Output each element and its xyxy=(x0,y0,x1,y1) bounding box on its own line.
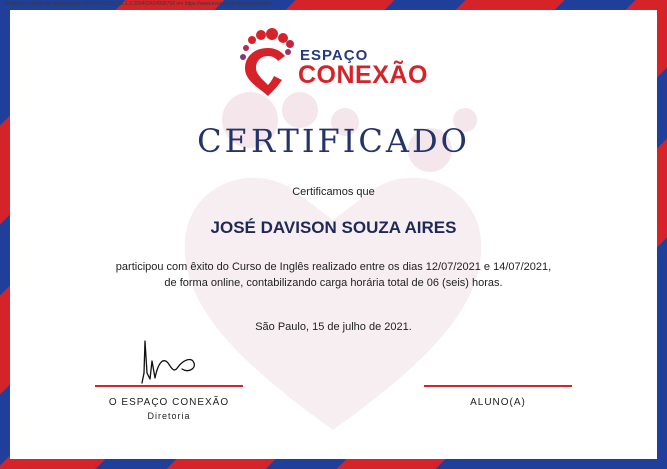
certificate-title: CERTIFICADO xyxy=(197,122,470,160)
body-line-1: participou com êxito do Curso de Inglês realizado entre os dias 12/07/2021 e 14/07/2021, xyxy=(115,261,552,273)
logo-word-conexao: CONEXÃO xyxy=(298,61,428,89)
signer-role-left: Diretoria xyxy=(147,411,191,421)
verification-note: Verifique o código de autenticidade 6617043.8906793.1.0.390403424998768 em https://www.even3.com.br/documentos xyxy=(4,1,271,7)
issue-date: São Paulo, 15 de julho de 2021. xyxy=(255,321,412,333)
logo-mark-icon xyxy=(240,28,294,96)
body-line-2: de forma online, contabilizando carga horária total de 06 (seis) horas. xyxy=(164,277,503,289)
signature-line-left xyxy=(95,385,243,387)
signer-name-right: ALUNO(A) xyxy=(470,397,526,408)
director-signature xyxy=(130,333,210,385)
recipient-name: JOSÉ DAVISON SOUZA AIRES xyxy=(210,218,457,237)
signature-line-right xyxy=(424,385,572,387)
signer-name-left: O ESPAÇO CONEXÃO xyxy=(108,397,230,408)
logo-word-espaco: ESPAÇO xyxy=(300,47,369,64)
intro-text: Certificamos que xyxy=(292,186,375,198)
certificate-body xyxy=(100,259,567,291)
